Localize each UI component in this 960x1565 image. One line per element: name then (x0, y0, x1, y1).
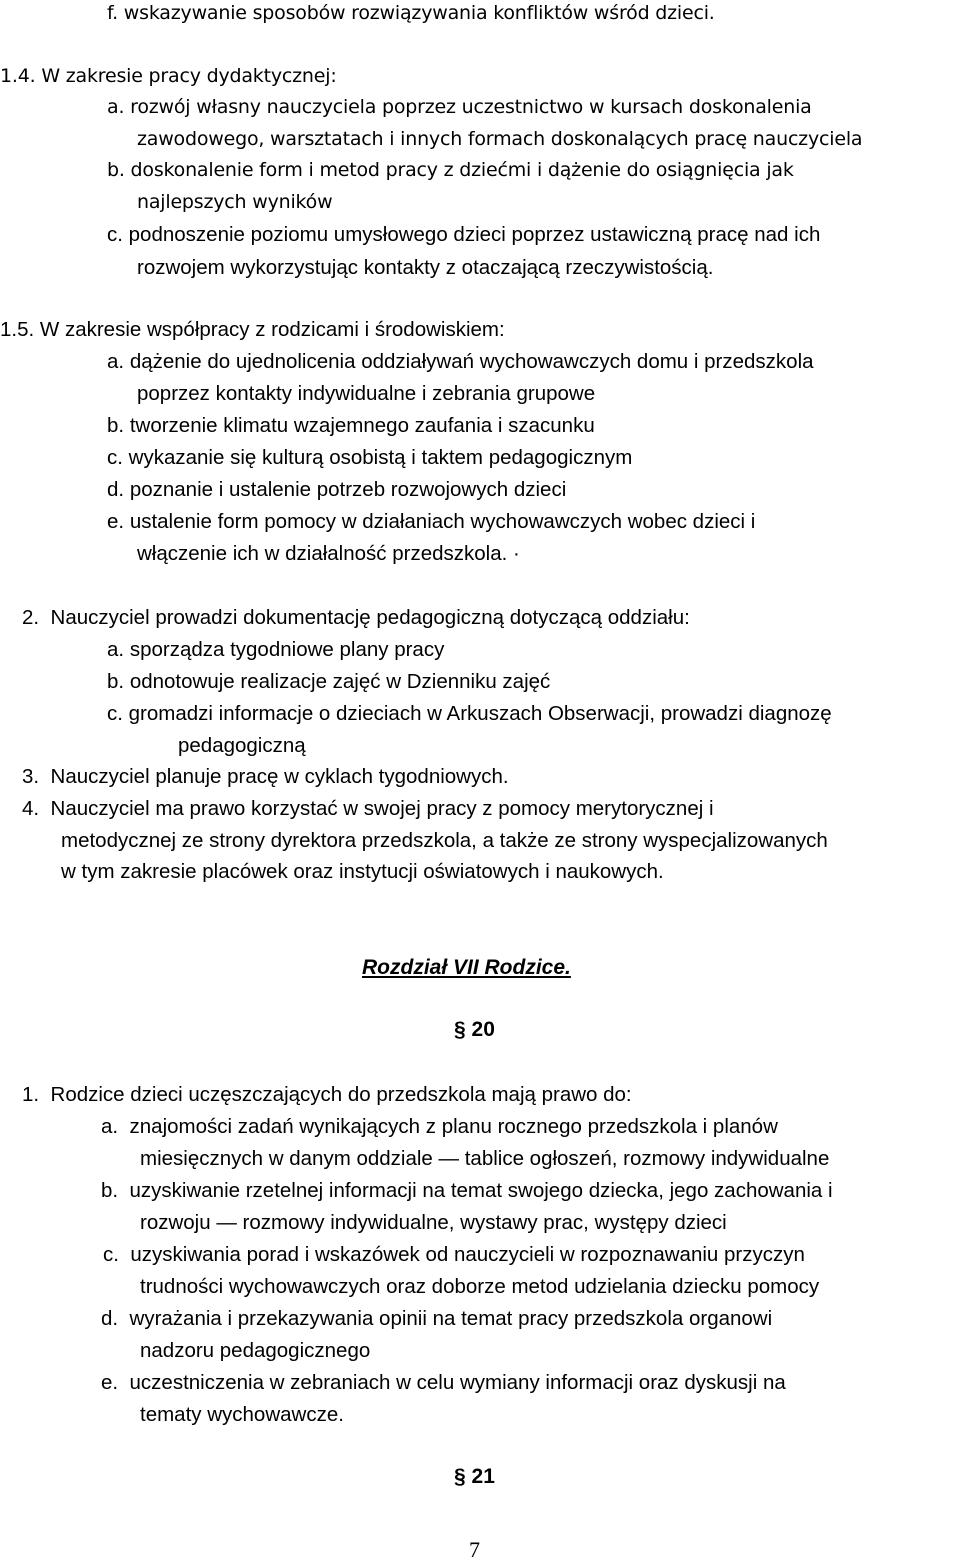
numbered-item: 3. Nauczyciel planuje pracę w cyklach tygodniowych. (22, 765, 509, 788)
numbered-item-continuation: metodycznej ze strony dyrektora przedszkola, a także ze strony wyspecjalizowanych (61, 829, 828, 852)
numbered-item: 4. Nauczyciel ma prawo korzystać w swojej pracy z pomocy merytorycznej i (22, 797, 714, 820)
list-item: c. uzyskiwania porad i wskazówek od nauczycieli w rozpoznawaniu przyczyn (103, 1243, 805, 1266)
list-item: b. tworzenie klimatu wzajemnego zaufania i szacunku (107, 414, 595, 437)
section-heading: 1.4. W zakresie pracy dydaktycznej: (0, 65, 337, 87)
section-heading: 1.5. W zakresie współpracy z rodzicami i środowiskiem: (0, 318, 505, 341)
list-item-continuation: tematy wychowawcze. (140, 1403, 344, 1426)
list-item: c. gromadzi informacje o dzieciach w Arkuszach Obserwacji, prowadzi diagnozę (107, 702, 832, 725)
list-item-continuation: nadzoru pedagogicznego (140, 1339, 371, 1362)
list-item-continuation: poprzez kontakty indywidualne i zebrania grupowe (137, 382, 596, 405)
list-item: f. wskazywanie sposobów rozwiązywania konfliktów wśród dzieci. (107, 2, 715, 24)
list-item-continuation: włączenie ich w działalność przedszkola. · (137, 542, 520, 565)
list-item: b. doskonalenie form i metod pracy z dziećmi i dążenie do osiągnięcia jak (107, 159, 794, 181)
list-item: c. wykazanie się kulturą osobistą i taktem pedagogicznym (107, 446, 633, 469)
list-item: b. uzyskiwanie rzetelnej informacji na temat swojego dziecka, jego zachowania i (101, 1179, 833, 1202)
list-item: c. podnoszenie poziomu umysłowego dzieci poprzez ustawiczną pracę nad ich (107, 223, 821, 246)
numbered-item: 2. Nauczyciel prowadzi dokumentację pedagogiczną dotyczącą oddziału: (22, 606, 690, 629)
list-item: d. poznanie i ustalenie potrzeb rozwojowych dzieci (107, 478, 567, 501)
list-item: e. uczestniczenia w zebraniach w celu wymiany informacji oraz dyskusji na (101, 1371, 786, 1394)
list-item: e. ustalenie form pomocy w działaniach wychowawczych wobec dzieci i (107, 510, 756, 533)
list-item-continuation: zawodowego, warsztatach i innych formach doskonalących pracę nauczyciela (137, 128, 863, 150)
list-item-continuation: najlepszych wyników (137, 191, 333, 213)
paragraph-sign-heading: § 21 (454, 1465, 495, 1488)
page-number: 7 (469, 1537, 480, 1562)
list-item: a. dążenie do ujednolicenia oddziaływań wychowawczych domu i przedszkola (107, 350, 814, 373)
numbered-item-continuation: w tym zakresie placówek oraz instytucji oświatowych i naukowych. (61, 860, 664, 883)
list-item-continuation: rozwojem wykorzystując kontakty z otaczającą rzeczywistością. (137, 256, 714, 279)
paragraph-sign-heading: § 20 (454, 1018, 495, 1041)
chapter-heading: Rozdział VII Rodzice. (362, 956, 571, 979)
list-item: a. znajomości zadań wynikających z planu rocznego przedszkola i planów (101, 1115, 778, 1138)
list-item: b. odnotowuje realizacje zajęć w Dzienniku zajęć (107, 670, 551, 693)
list-item-continuation: trudności wychowawczych oraz doborze metod udzielania dziecku pomocy (140, 1275, 820, 1298)
list-item-continuation: pedagogiczną (178, 734, 306, 757)
list-item: a. rozwój własny nauczyciela poprzez uczestnictwo w kursach doskonalenia (107, 96, 812, 118)
numbered-item: 1. Rodzice dzieci uczęszczających do przedszkola mają prawo do: (22, 1083, 632, 1106)
list-item-continuation: miesięcznych w danym oddziale — tablice ogłoszeń, rozmowy indywidualne (140, 1147, 830, 1170)
list-item-continuation: rozwoju — rozmowy indywidualne, wystawy prac, występy dzieci (140, 1211, 727, 1234)
list-item: d. wyrażania i przekazywania opinii na temat pracy przedszkola organowi (101, 1307, 773, 1330)
list-item: a. sporządza tygodniowe plany pracy (107, 638, 445, 661)
